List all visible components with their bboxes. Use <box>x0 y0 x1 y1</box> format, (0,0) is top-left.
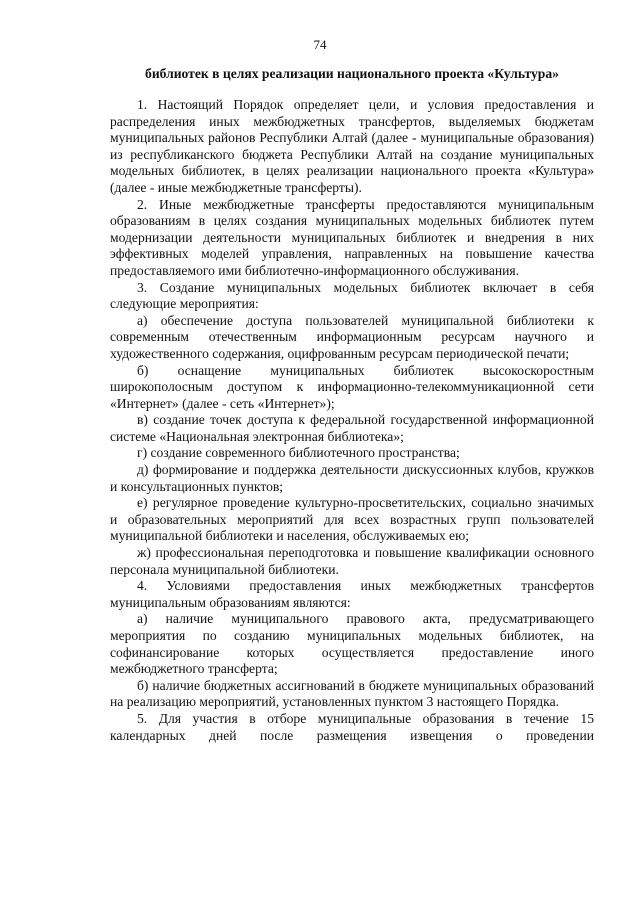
paragraph-3zh: ж) профессиональная переподготовка и повышение квалификации основного персонала муниципальной библиотеки. <box>110 545 594 577</box>
paragraph-5: 5. Для участия в отборе муниципальные образования в течение 15 календарных дней после размещения извещения о проведении <box>110 710 594 743</box>
paragraph-4a: а) наличие муниципального правового акта, предусматривающего мероприятия по созданию муниципальных модельных библиотек, на софинансирование которых осуществляется предоставление иного межбюджетного трансферта; <box>110 611 594 677</box>
paragraph-3v: в) создание точек доступа к федеральной государственной информационной системе «Национальная электронная библиотека»; <box>110 412 594 444</box>
paragraph-3a: а) обеспечение доступа пользователей муниципальной библиотеки к современным отечественным информационным ресурсам научного и художественного содержания, оцифрованным ресурсам периодической печати; <box>110 312 594 361</box>
paragraph-2: 2. Иные межбюджетные трансферты предоставляются муниципальным образованиям в целях создания муниципальных модельных библиотек путем модернизации деятельности муниципальных библиотек и внедрения в них эффективных моделей управления, направленных на повышение качества предоставляемого ими библиотечно-информационного обслуживания. <box>110 196 594 278</box>
paragraph-3d: д) формирование и поддержка деятельности дискуссионных клубов, кружков и консультационных пунктов; <box>110 462 594 494</box>
paragraph-3e: е) регулярное проведение культурно-просветительских, социально значимых и образовательных мероприятий для всех возрастных групп пользователей муниципальной библиотеки и населения, обслуживаемых ею; <box>110 495 594 544</box>
paragraph-3g: г) создание современного библиотечного пространства; <box>137 445 460 461</box>
paragraph-4: 4. Условиями предоставления иных межбюджетных трансфертов муниципальным образованиям являются: <box>110 578 594 610</box>
section-heading: библиотек в целях реализации национального проекта «Культура» <box>145 66 559 81</box>
page-number: 74 <box>313 37 327 52</box>
paragraph-3: 3. Создание муниципальных модельных библиотек включает в себя следующие мероприятия: <box>110 279 594 312</box>
document-body <box>110 97 594 744</box>
paragraph-4b: б) наличие бюджетных ассигнований в бюджете муниципальных образований на реализацию мероприятий, установленных пунктом 3 настоящего Порядка. <box>110 677 594 710</box>
paragraph-3b: б) оснащение муниципальных библиотек высокоскоростным широкополосным доступом к информационно-телекоммуникационной сети «Интернет» (далее - сеть «Интернет»); <box>110 362 594 411</box>
paragraph-1: 1. Настоящий Порядок определяет цели, и условия предоставления и распределения иных межбюджетных трансфертов, выделяемых бюджетам муниципальных районов Республики Алтай (далее - муниципальные образования) из республиканского бюджета Республики Алтай на создание муниципальных модельных библиотек, в целях реализации национального проекта «Культура» (далее - иные межбюджетные трансферты). <box>110 97 594 195</box>
